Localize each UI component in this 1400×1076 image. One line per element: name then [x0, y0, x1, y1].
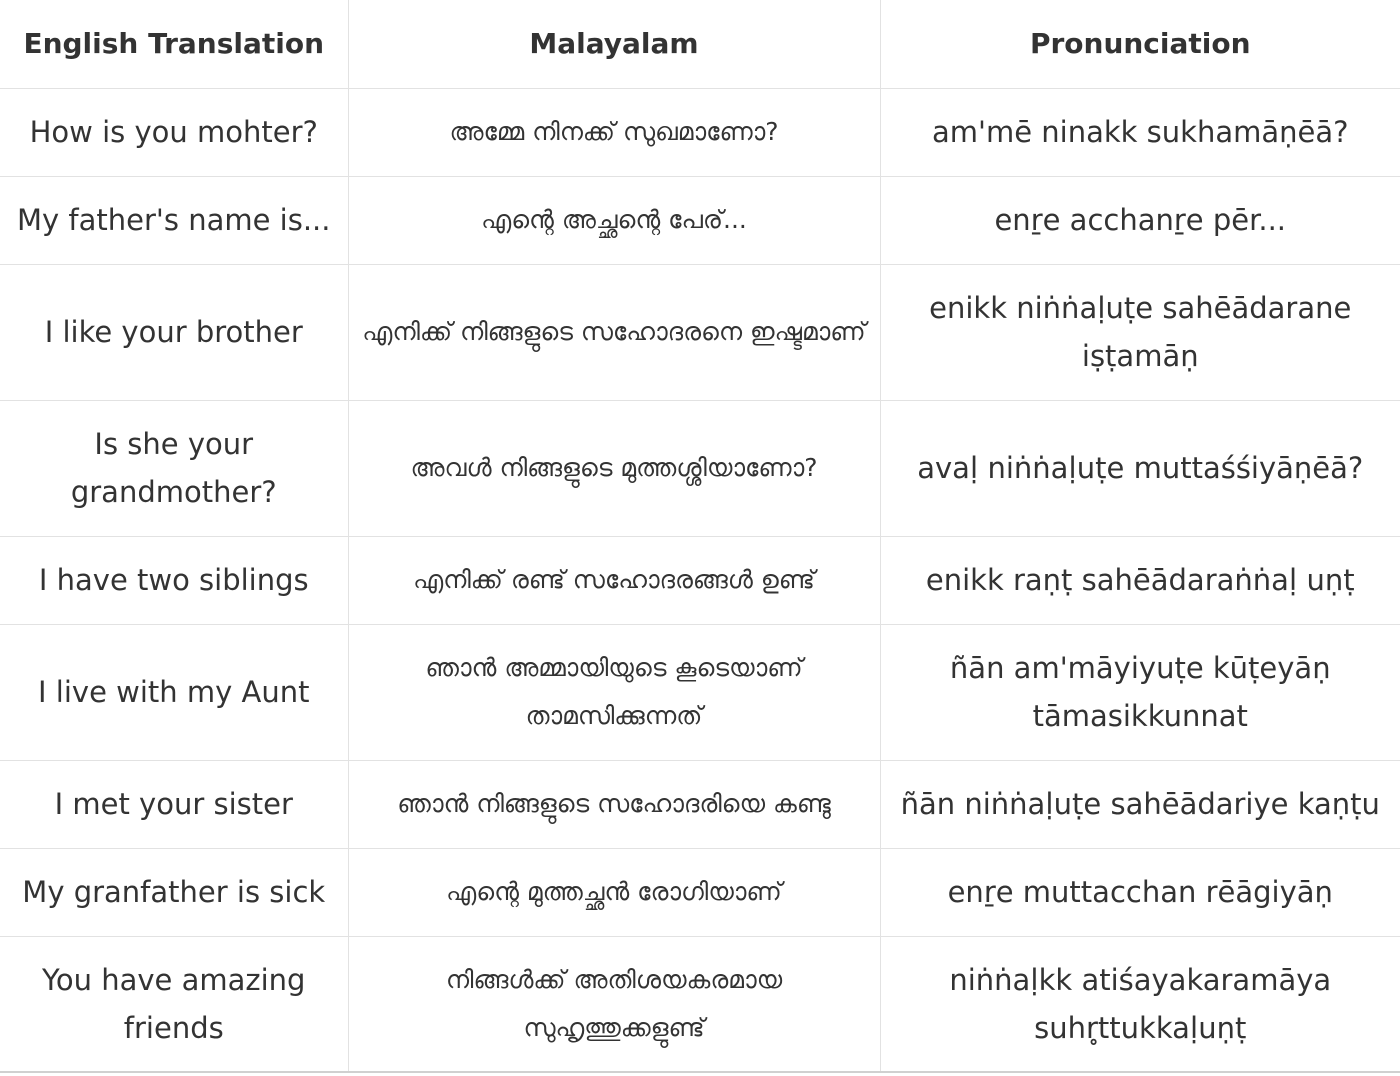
cell-malayalam: എന്റെ മുത്തച്ഛൻ രോഗിയാണ് — [348, 848, 880, 936]
table-row — [0, 936, 1400, 1072]
cell-english: You have amazing friends — [0, 936, 348, 1072]
table-row — [0, 264, 1400, 400]
table-row — [0, 848, 1400, 936]
cell-malayalam: എനിക്ക് രണ്ട് സഹോദരങ്ങൾ ഉണ്ട് — [348, 536, 880, 624]
cell-english: My father's name is... — [0, 176, 348, 264]
cell-english: I met your sister — [0, 760, 348, 848]
cell-pronunciation: enikk raṇṭ sahēādaraṅṅaḷ uṇṭ — [880, 536, 1400, 624]
header-row — [0, 0, 1400, 88]
table-row — [0, 400, 1400, 536]
cell-english: Is she your grandmother? — [0, 400, 348, 536]
table-row — [0, 88, 1400, 176]
cell-pronunciation: enṟe acchanṟe pēr... — [880, 176, 1400, 264]
header-malayalam: Malayalam — [348, 0, 880, 88]
cell-pronunciation: niṅṅaḷkk atiśayakaramāya suhr̥ttukkaḷuṇṭ — [880, 936, 1400, 1072]
cell-malayalam: അവൾ നിങ്ങളുടെ മുത്തശ്ശിയാണോ? — [348, 400, 880, 536]
table-row — [0, 176, 1400, 264]
table-row — [0, 760, 1400, 848]
cell-malayalam: നിങ്ങൾക്ക് അതിശയകരമായ സുഹൃത്തുക്കളുണ്ട് — [348, 936, 880, 1072]
cell-malayalam: എന്റെ അച്ഛന്റെ പേര്... — [348, 176, 880, 264]
cell-english: How is you mohter? — [0, 88, 348, 176]
header-pronunciation: Pronunciation — [880, 0, 1400, 88]
cell-english: I like your brother — [0, 264, 348, 400]
cell-pronunciation: enṟe muttacchan rēāgiyāṇ — [880, 848, 1400, 936]
cell-english: My granfather is sick — [0, 848, 348, 936]
cell-pronunciation: am'mē ninakk sukhamāṇēā? — [880, 88, 1400, 176]
cell-pronunciation: avaḷ niṅṅaḷuṭe muttaśśiyāṇēā? — [880, 400, 1400, 536]
cell-malayalam: ഞാൻ നിങ്ങളുടെ സഹോദരിയെ കണ്ടു — [348, 760, 880, 848]
cell-malayalam: അമ്മേ നിനക്ക് സുഖമാണോ? — [348, 88, 880, 176]
table-row — [0, 624, 1400, 760]
header-english: English Translation — [0, 0, 348, 88]
cell-english: I live with my Aunt — [0, 624, 348, 760]
cell-english: I have two siblings — [0, 536, 348, 624]
cell-pronunciation: ñān am'māyiyuṭe kūṭeyāṇ tāmasikkunnat — [880, 624, 1400, 760]
cell-pronunciation: ñān niṅṅaḷuṭe sahēādariye kaṇṭu — [880, 760, 1400, 848]
cell-malayalam: എനിക്ക് നിങ്ങളുടെ സഹോദരനെ ഇഷ്ടമാണ് — [348, 264, 880, 400]
table-row — [0, 536, 1400, 624]
cell-pronunciation: enikk niṅṅaḷuṭe sahēādarane iṣṭamāṇ — [880, 264, 1400, 400]
cell-malayalam: ഞാൻ അമ്മായിയുടെ കൂടെയാണ് താമസിക്കുന്നത് — [348, 624, 880, 760]
